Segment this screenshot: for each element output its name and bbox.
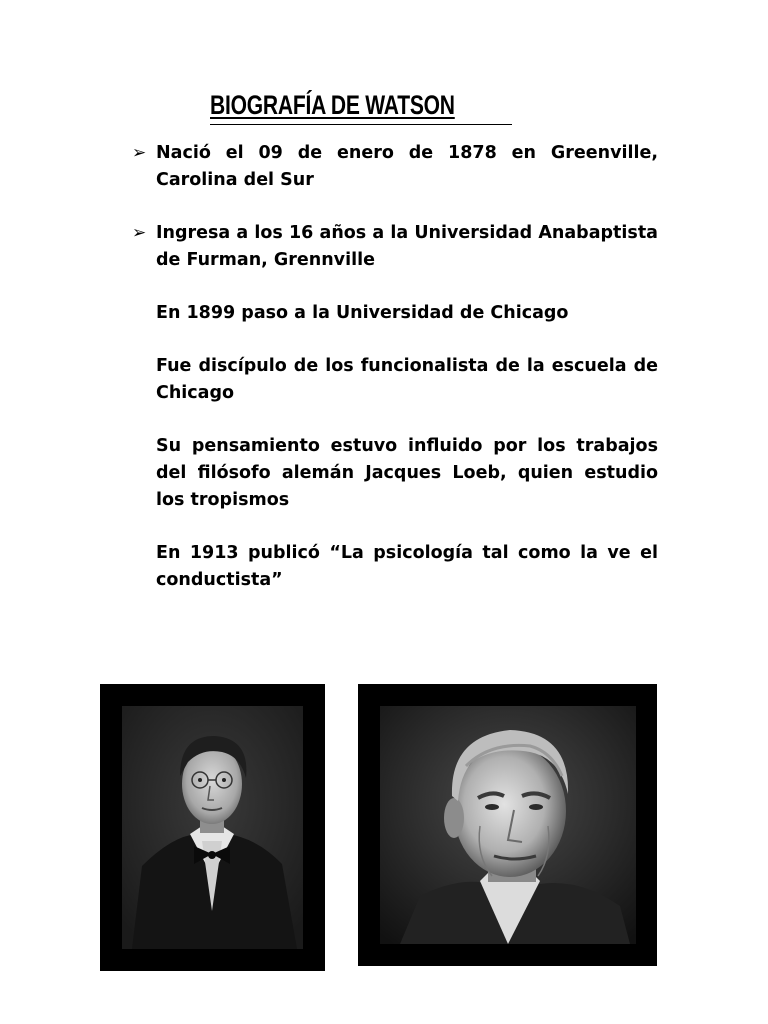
arrow-bullet-icon: ➢ bbox=[132, 143, 147, 163]
paragraph-5 bbox=[156, 433, 658, 514]
young-watson-portrait-image bbox=[122, 706, 303, 949]
young-watson-photo bbox=[100, 684, 325, 971]
paragraph-6 bbox=[156, 540, 658, 594]
document-title: BIOGRAFÍA DE WATSON bbox=[210, 90, 455, 120]
paragraph-text: Fue discípulo de los funcionalista de la escuela de Chicago bbox=[156, 356, 658, 403]
paragraph-3 bbox=[156, 300, 658, 327]
title-underline-rule bbox=[210, 124, 512, 125]
paragraph-text: Ingresa a los 16 años a la Universidad Anabaptista de Furman, Grennville bbox=[156, 223, 658, 270]
paragraph-text: Su pensamiento estuvo influido por los trabajos del filósofo alemán Jacques Loeb, quien estudio los tropismos bbox=[156, 436, 658, 510]
arrow-bullet-icon: ➢ bbox=[132, 223, 147, 243]
paragraph-text: En 1899 paso a la Universidad de Chicago bbox=[156, 303, 569, 323]
biography-content bbox=[132, 140, 658, 620]
bullet-paragraph-1 bbox=[132, 140, 658, 194]
paragraph-text: En 1913 publicó “La psicología tal como la ve el conductista” bbox=[156, 543, 658, 590]
paragraph-4 bbox=[156, 353, 658, 407]
document-title-block bbox=[210, 90, 512, 120]
older-watson-photo bbox=[358, 684, 657, 966]
bullet-paragraph-2 bbox=[132, 220, 658, 274]
paragraph-text: Nació el 09 de enero de 1878 en Greenville, Carolina del Sur bbox=[156, 143, 658, 190]
older-watson-portrait-image bbox=[380, 706, 636, 944]
